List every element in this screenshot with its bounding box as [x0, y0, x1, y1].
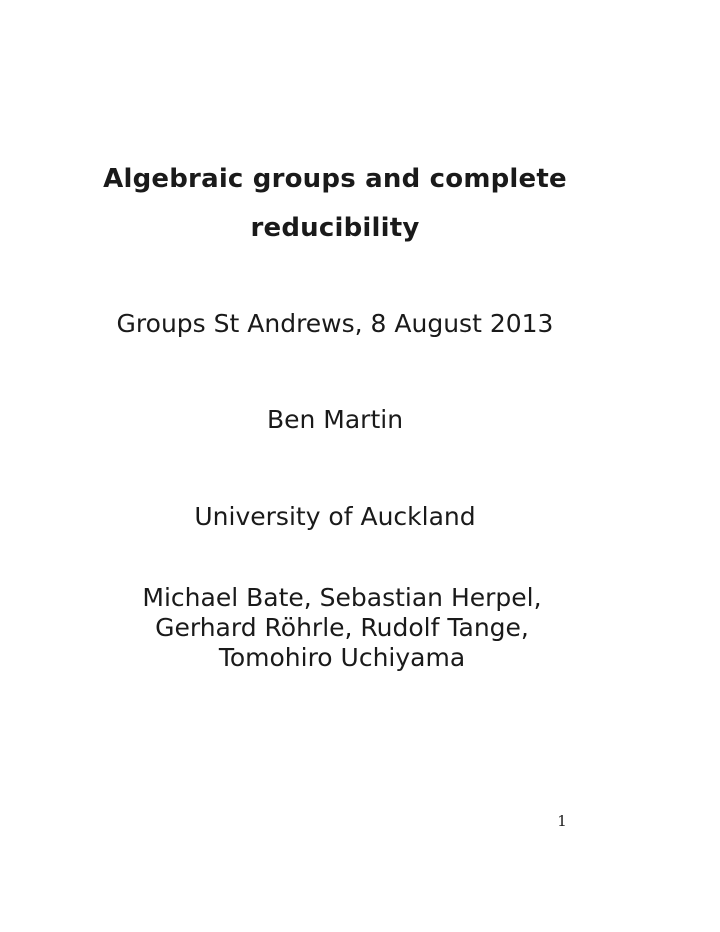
coauthors-line-1: Michael Bate, Sebastian Herpel,	[142, 583, 542, 612]
event-line: Groups St Andrews, 8 August 2013	[116, 309, 554, 338]
page-number: 1	[557, 812, 567, 830]
coauthors-line-3: Tomohiro Uchiyama	[218, 643, 466, 672]
coauthors-block	[0, 583, 684, 673]
author-name: Ben Martin	[266, 405, 404, 434]
slide-title-line-1: Algebraic groups and complete	[103, 164, 567, 194]
coauthors-line-2: Gerhard Röhrle, Rudolf Tange,	[155, 613, 529, 642]
author-affiliation: University of Auckland	[194, 502, 476, 531]
slide-title-line-2: reducibility	[250, 213, 420, 243]
